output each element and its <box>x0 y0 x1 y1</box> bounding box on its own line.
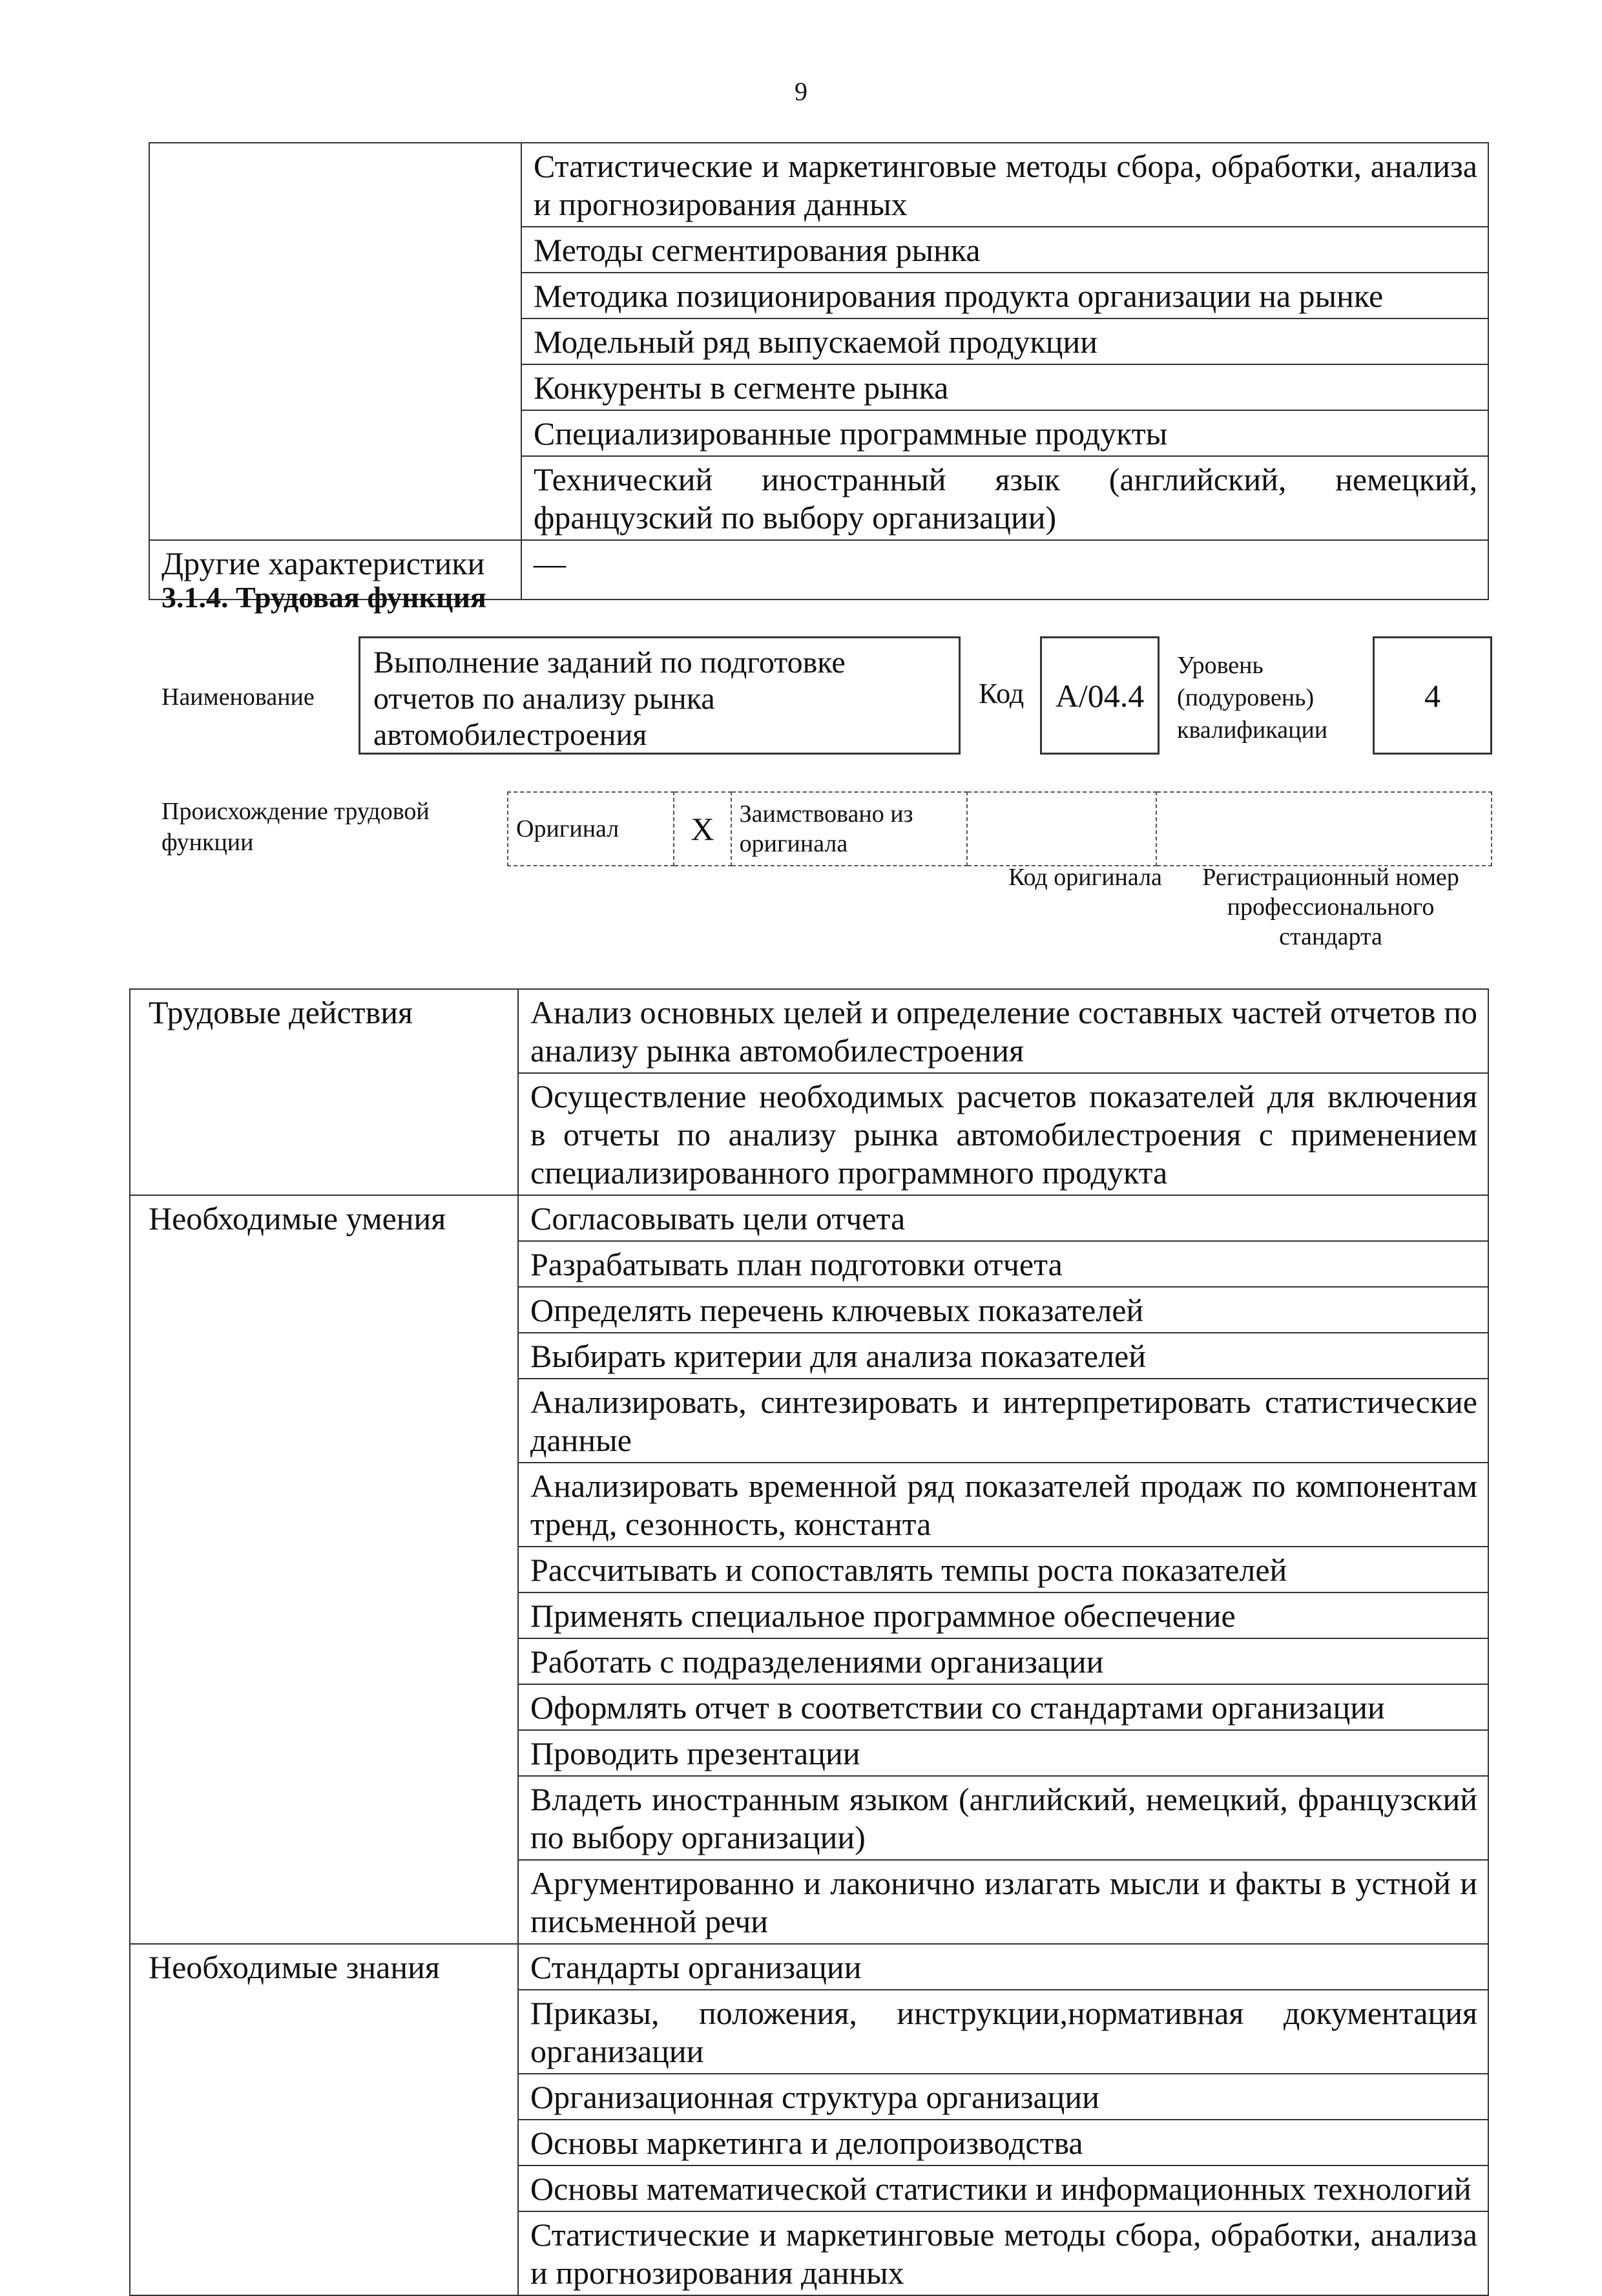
function-name-box: Выполнение заданий по подготовке отчетов по анализу рынка автомобилестроения <box>359 636 961 755</box>
other-characteristics-label: Другие характеристики <box>149 540 521 600</box>
skill-item: Разрабатывать план подготовки отчета <box>518 1241 1488 1287</box>
labor-action-item: Анализ основных целей и определение составных частей отчетов по анализу рынка автомобилестроения <box>518 989 1488 1073</box>
table-row <box>130 1195 1488 1241</box>
original-label: Оригинал <box>508 792 674 866</box>
knowledge-item: Конкуренты в сегменте рынка <box>521 364 1488 410</box>
knowledge-item: Статистические и маркетинговые методы сбора, обработки, анализа и прогнозирования данных <box>518 2211 1488 2295</box>
original-code-caption: Код оригинала <box>1008 864 1162 891</box>
skill-item: Оформлять отчет в соответствии со стандартами организации <box>518 1684 1488 1730</box>
skill-item: Рассчитывать и сопоставлять темпы роста показателей <box>518 1547 1488 1592</box>
labor-function-table <box>129 988 1489 2296</box>
knowledge-item: Основы математической статистики и информационных технологий <box>518 2166 1488 2211</box>
table-row <box>130 989 1488 1073</box>
qualification-level-box: 4 <box>1373 636 1492 755</box>
skill-item: Анализировать, синтезировать и интерпретировать статистические данные <box>518 1379 1488 1463</box>
knowledge-item: Приказы, положения, инструкции,нормативная документация организации <box>518 1990 1488 2074</box>
skill-item: Аргументированно и лаконично излагать мысли и факты в устной и письменной речи <box>518 1860 1488 1944</box>
skill-item: Проводить презентации <box>518 1730 1488 1776</box>
qualification-level-label: Уровень (подуровень) квалификации <box>1177 652 1328 744</box>
skill-item: Применять специальное программное обеспечение <box>518 1592 1488 1638</box>
knowledge-continuation-table <box>149 142 1489 600</box>
original-mark: X <box>674 792 731 866</box>
name-label: Наименование <box>161 684 315 711</box>
table-row <box>149 143 1488 227</box>
knowledge-item: Основы маркетинга и делопроизводства <box>518 2120 1488 2166</box>
skill-item: Определять перечень ключевых показателей <box>518 1287 1488 1333</box>
knowledge-item: Статистические и маркетинговые методы сбора, обработки, анализа и прогнозирования данных <box>521 143 1488 227</box>
function-code-box: A/04.4 <box>1040 636 1160 755</box>
knowledge-item: Специализированные программные продукты <box>521 410 1488 456</box>
borrowed-label: Заимствовано из оригинала <box>731 792 967 866</box>
skill-item: Выбирать критерии для анализа показателей <box>518 1333 1488 1379</box>
knowledge-item: Стандарты организации <box>518 1944 1488 1990</box>
code-label: Код <box>979 678 1025 709</box>
skill-item: Работать с подразделениями организации <box>518 1638 1488 1684</box>
skill-item: Анализировать временной ряд показателей продаж по компонентам тренд, сезонность, константа <box>518 1463 1488 1547</box>
section-heading: 3.1.4. Трудовая функция <box>161 581 486 614</box>
table-row <box>130 1944 1488 1990</box>
knowledge-item: Организационная структура организации <box>518 2074 1488 2120</box>
skill-item: Согласовывать цели отчета <box>518 1195 1488 1241</box>
knowledge-label: Необходимые знания <box>130 1944 518 2295</box>
knowledge-item: Методы сегментирования рынка <box>521 227 1488 273</box>
labor-action-item: Осуществление необходимых расчетов показателей для включения в отчеты по анализу рынка автомобилестроения с применением специализированного программного продукта <box>518 1073 1488 1195</box>
knowledge-item: Технический иностранный язык (английский, немецкий, французский по выбору организации) <box>521 456 1488 540</box>
labor-actions-label: Трудовые действия <box>130 989 518 1195</box>
registration-number-cell <box>1156 792 1492 866</box>
continued-label-cell <box>149 143 521 540</box>
knowledge-item: Методика позиционирования продукта организации на рынке <box>521 273 1488 318</box>
skills-label: Необходимые умения <box>130 1195 518 1944</box>
origin-label: Происхождение трудовой функции <box>161 798 430 856</box>
skill-item: Владеть иностранным языком (английский, немецкий, французский по выбору организации) <box>518 1776 1488 1860</box>
origin-table <box>507 791 1492 866</box>
knowledge-item: Модельный ряд выпускаемой продукции <box>521 318 1488 364</box>
other-characteristics-value: — <box>521 540 1488 600</box>
page-number: 9 <box>795 77 807 106</box>
registration-number-caption: Регистрационный номер профессионального стандарта <box>1202 864 1459 950</box>
original-code-cell <box>967 792 1156 866</box>
